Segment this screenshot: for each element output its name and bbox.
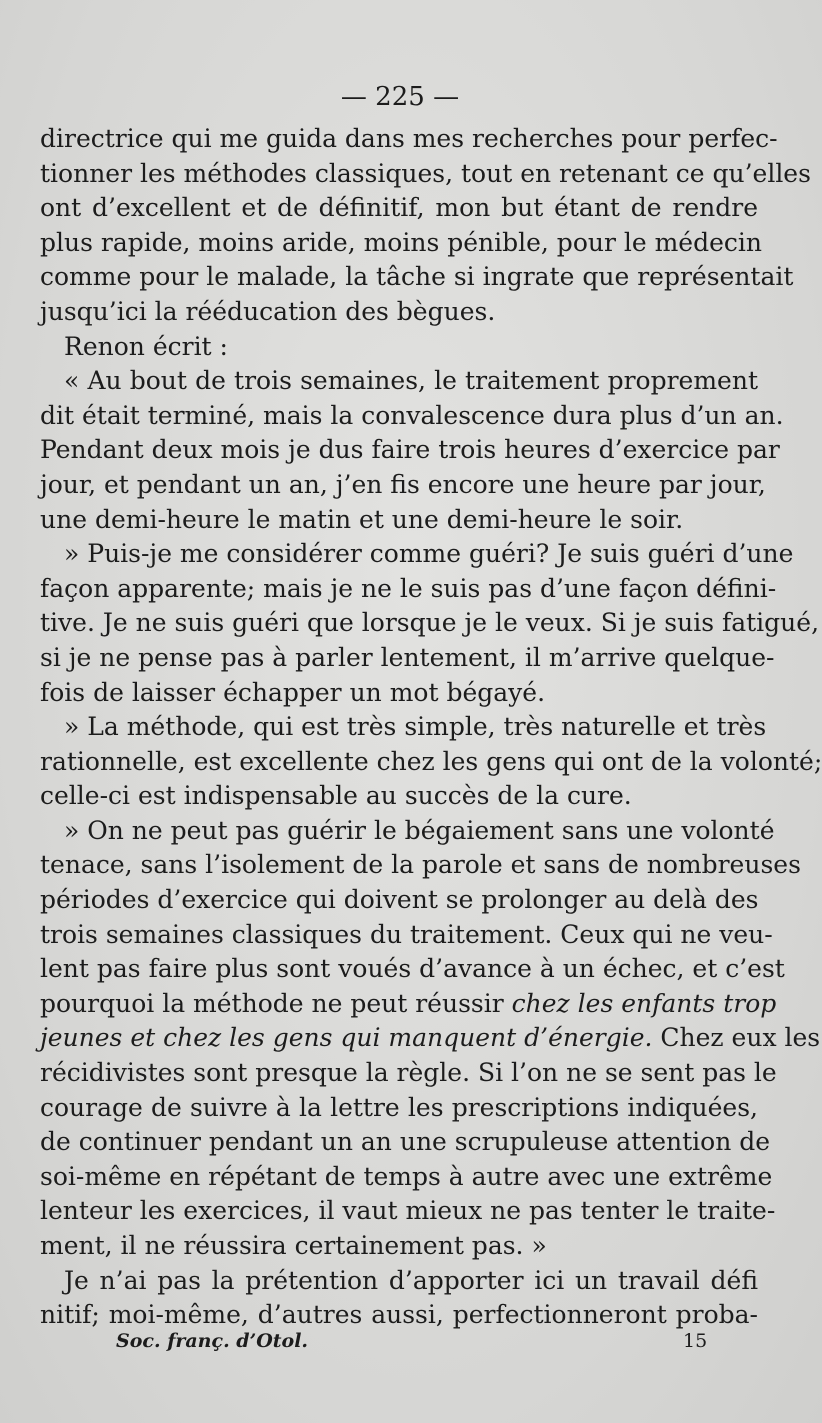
text-run: trois semaines classiques du traitement. Ceux qui ne veu- xyxy=(40,919,773,949)
text-run: de continuer pendant un an une scrupuleuse attention de xyxy=(40,1127,771,1157)
text-run: rationnelle, est excellente chez les gens qui ont de la volonté; xyxy=(40,746,822,776)
text-line xyxy=(40,503,758,538)
text-run: jusqu’ici la rééducation des bègues. xyxy=(40,296,496,326)
text-line xyxy=(40,1091,758,1126)
text-run: Chez eux les xyxy=(652,1023,821,1053)
text-run: directrice qui me guida dans mes recherches pour perfec- xyxy=(40,124,778,153)
text-run: ment, il ne réussira certainement pas. » xyxy=(40,1231,547,1260)
text-line xyxy=(40,468,766,503)
text-line xyxy=(40,537,794,572)
text-run: façon apparente; mais je ne le suis pas d’une façon défini- xyxy=(40,573,777,603)
text-run: Je n’ai pas la prétention d’apporter ici un travail défi xyxy=(64,1265,758,1295)
text-run: » Puis-je me considérer comme guéri? Je suis guéri d’une xyxy=(64,539,794,569)
text-run: » La méthode, qui est très simple, très naturelle et très xyxy=(64,712,767,742)
text-line xyxy=(40,606,820,641)
text-line xyxy=(40,260,794,295)
text-run: » On ne peut pas guérir le bégaiement sans une volonté xyxy=(64,815,775,845)
text-line xyxy=(40,848,801,883)
text-line xyxy=(40,364,758,399)
text-line xyxy=(40,1160,773,1195)
page-footer xyxy=(0,1330,800,1360)
text-line xyxy=(40,572,777,607)
text-run: récidivistes sont presque la règle. Si l’on ne se sent pas le xyxy=(40,1058,777,1088)
text-line xyxy=(40,1264,758,1299)
text-run: une demi-heure le matin et une demi-heure le soir. xyxy=(40,504,684,534)
text-run: soi-même en répétant de temps à autre avec une extrême xyxy=(40,1161,773,1191)
text-run: comme pour le malade, la tâche si ingrate que représentait xyxy=(40,262,794,292)
text-line xyxy=(40,1125,771,1160)
text-line xyxy=(40,1194,776,1229)
text-line xyxy=(40,745,822,780)
text-run: lent pas faire plus sont voués d’avance à un échec, et c’est xyxy=(40,954,785,984)
text-run: Pendant deux mois je dus faire trois heures d’exercice par xyxy=(40,435,780,465)
text-run: ont d’excellent et de définitif, mon but étant de rendre xyxy=(40,193,758,223)
text-line xyxy=(40,987,777,1022)
text-run: courage de suivre à la lettre les prescriptions indiquées, xyxy=(40,1092,758,1122)
text-line xyxy=(40,433,780,468)
text-line xyxy=(40,918,773,953)
text-line xyxy=(40,330,758,365)
text-run: « Au bout de trois semaines, le traitement proprement xyxy=(64,366,758,396)
text-run: nitif; moi-même, d’autres aussi, perfectionneront proba- xyxy=(40,1300,758,1330)
text-line xyxy=(40,676,758,711)
sheet-number: 15 xyxy=(683,1330,708,1352)
text-run: lenteur les exercices, il vaut mieux ne pas tenter le traite- xyxy=(40,1196,776,1226)
text-run: dit était terminé, mais la convalescence dura plus d’un an. xyxy=(40,400,784,430)
signature-mark: Soc. franç. d’Otol. xyxy=(116,1330,309,1352)
text-line xyxy=(40,1298,758,1333)
text-run: plus rapide, moins aride, moins pénible, pour le médecin xyxy=(40,227,762,257)
text-line xyxy=(40,399,784,434)
text-line xyxy=(40,191,758,226)
text-run: si je ne pense pas à parler lentement, il m’arrive quelque- xyxy=(40,642,775,672)
text-line xyxy=(40,226,762,261)
text-run: celle-ci est indispensable au succès de la cure. xyxy=(40,781,632,811)
text-run: tenace, sans l’isolement de la parole et sans de nombreuses xyxy=(40,850,801,880)
text-run: périodes d’exercice qui doivent se prolonger au delà des xyxy=(40,885,759,915)
text-line xyxy=(40,157,811,192)
text-run: fois de laisser échapper un mot bégayé. xyxy=(40,677,546,707)
text-run: Renon écrit : xyxy=(64,331,228,361)
text-run: pourquoi la méthode ne peut réussir xyxy=(40,988,512,1018)
text-line xyxy=(40,952,785,987)
text-line xyxy=(40,779,758,814)
text-run: tive. Je ne suis guéri que lorsque je le veux. Si je suis fatigué, xyxy=(40,608,820,638)
text-line xyxy=(40,1229,758,1264)
italic-run: chez les enfants trop xyxy=(511,988,777,1018)
text-line xyxy=(40,122,778,157)
text-run: jour, et pendant un an, j’en fis encore une heure par jour, xyxy=(40,469,766,499)
text-line xyxy=(40,641,775,676)
body-text xyxy=(40,122,822,1333)
text-line xyxy=(40,1056,777,1091)
text-line xyxy=(40,883,758,918)
text-line xyxy=(40,1021,821,1056)
text-run: tionner les méthodes classiques, tout en retenant ce qu’elles xyxy=(40,158,811,188)
text-line xyxy=(40,814,775,849)
page-number: — 225 — xyxy=(340,82,460,112)
italic-run: jeunes et chez les gens qui manquent d’énergie. xyxy=(40,1023,653,1053)
text-line xyxy=(40,295,758,330)
text-line xyxy=(40,710,767,745)
